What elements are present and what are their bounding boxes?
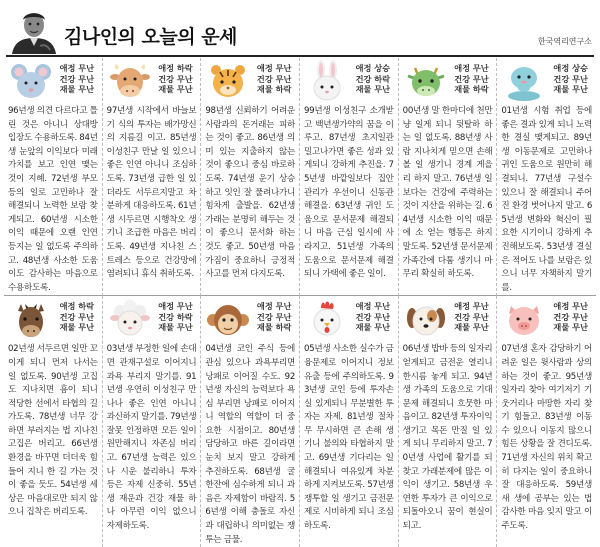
rooster-icon — [304, 298, 350, 340]
horse-icon — [8, 298, 54, 340]
zodiac-cell-tiger — [201, 58, 300, 296]
fortune-love: 애정 무난 — [355, 301, 391, 312]
fortune-money: 재물 무난 — [355, 84, 391, 94]
fortune-love: 애정 하락 — [59, 301, 95, 312]
fortune-health: 건강 하락 — [158, 311, 193, 322]
fortune-money: 재물 무난 — [553, 84, 588, 94]
fortune-text: 06년생 밥바 등의 일자리 얻게되고 금전운 열리니 한시름 놓게 되고. 94년생 가족의 도움으로 기대문제 해결되니 흐뭇한 마음이고. 82년생 투자이익 생기고 목돈 만질 일 있게 되니 무리하지 말고. 70년생 사업에 활기를 되찾고 가래분제에 많은 이익이 생기고. 58년생 우연한 투자가 큰 이익으로 되돌아오니 꿈이 현실이 되고. — [402, 344, 493, 532]
pig-icon — [501, 298, 547, 340]
zodiac-cell-dog — [399, 296, 498, 547]
zodiac-cell-dragon — [399, 58, 498, 296]
zodiac-cell-rat — [4, 58, 103, 296]
fortune-text: 00년생 말 한마디에 천만냥 일게 되니 뒷탈하 하는 일 없도록. 88년생 사람 지나치게 믿으면 손해 볼 일 생기니 경계 게을리 하지 말고. 76년생 일보다는 건강에 주력하는 것이 지산을 위하는 길. 64년생 시소한 이익 때문에 소 얻는 행동은 하지 말도록. 52년생 문서문제 가족간에 다툼 생기니 마무리 확실히 하도록. — [402, 106, 493, 280]
fortune-health: 건강 무난 — [59, 73, 95, 84]
zodiac-cell-rabbit — [300, 58, 399, 296]
fortune-health: 건강 무난 — [553, 73, 588, 84]
ox-icon — [107, 60, 153, 102]
fortune-health: 건강 무난 — [256, 311, 292, 322]
dog-icon — [403, 298, 449, 340]
header-rule — [6, 55, 594, 57]
fortune-love: 애정 무난 — [553, 301, 588, 312]
fortune-money: 재물 무난 — [553, 322, 588, 333]
fortune-health: 건강 무난 — [256, 73, 292, 84]
zodiac-cell-snake — [497, 58, 596, 296]
fortune-health: 건강 무난 — [355, 311, 391, 322]
zodiac-cell-pig — [497, 296, 596, 547]
fortune-money: 재물 무난 — [355, 322, 391, 333]
fortune-health: 건강 무난 — [59, 311, 95, 322]
fortune-love: 애정 무난 — [256, 301, 292, 312]
fortune-love: 애정 상승 — [553, 63, 588, 73]
fortune-text: 97년생 시작에서 바늘보기 식의 투자는 배가망신의 지름길 이고. 85년생 이성친구 만날 일 있으니 좋은 인연 아니니 조심하도록. 73년생 급한 일 있더라도 서두르지말고 차분하게 대응하도록. 61년생 시두르면 시행착오 생기니 조급한 마음은 버리도록. 49년생 지나친 스트레스 등으로 건강망에 염려되니 휴식 취하도록. — [106, 106, 197, 280]
fortune-text: 03년생 부정한 일에 손대면 관재구설로 이어지니 과욕 부리지 말기를. 91년생 우연히 이성친구 만나나 좋은 인연 아니니 과신하지 말기를. 79년생 잘못 인정하면 모든 일이 원만해지니 자존심 버리고. 67년생 능력은 있으나 시운 불리하니 투자 등은 자제 신중히. 55년생 재운과 건강 재물 하나 아무런 이익 없으니 자제하도록. — [106, 344, 197, 532]
fortune-text: 99년생 이성친구 소개받고 백년생가약의 꿈을 이루고. 87년생 초지일관 밀고나가면 좋은 성과 있게되니 강하게 추진을. 75년생 바깥일보다 집안 관리가 우선이니 신동관 해결을. 63년생 귀인 도움으로 문서문제 해결되니 마음 근심 일시에 사라지고. 51년생 가족의 도움으로 문서문제 해결되니 가택에 좋은 일이. — [303, 106, 394, 280]
rabbit-icon — [304, 60, 350, 102]
fortune-money: 재물 무난 — [158, 84, 193, 94]
zodiac-cell-ox — [103, 58, 202, 296]
fortune-text: 01년생 시험 취업 등에 좋은 결과 있게 되니 노력한 결실 맺게되고. 89년생 이동문제로 고민하나 귀인 도움으로 원만히 해결되니. 77년생 구설수 있으니 잘 해결되니 주어진 환경 벗어나지 말고. 65년생 변화와 혁신이 필요한 시기이니 강하게 추진해보도록. 53년생 결실은 적어도 나를 보람은 있으니 너무 자책하지 말기를. — [501, 106, 592, 293]
fortune-text: 98년생 신뢰하기 어려운 사람과의 돈거래는 피하는 것이 좋고. 86년생 의미 있는 지출하지 않는 것이 좋으니 중심 바로하도록. 74년생 운기 상승하고 잇인 잘 풀려나가니 힘차게 출발을. 62년생 가래는 분명히 해두는 것이 좋으니 문서화 하는 것도 좋고. 50년생 마음가짐이 중요하니 긍정적 사고를 먼저 다지도록. — [205, 106, 295, 280]
fortune-money: 재물 무난 — [454, 322, 489, 333]
fortune-health: 건강 무난 — [158, 73, 193, 84]
fortune-health: 건강 하락 — [355, 73, 391, 84]
fortune-money: 재물 하락 — [454, 84, 489, 94]
fortune-money: 재물 무난 — [59, 322, 95, 333]
fortune-love: 애정 상승 — [355, 63, 391, 73]
fortune-text: 04년생 코인 주식 등에 관심 있으나 과욕부리면 낭패로 이어질 수도. 92년생 자신의 능력보다 욕심 부리면 낭패로 이어지니 역할의 역할이 더 중요한 시점이고. 80년생 담당하고 바른 길이라면 눈치 보지 말고 강하게 추진하도록. 68년생 굴 한잔에 심수하게 되니 과음은 자제함이 바람직. 56년생 이해 충돌로 자신과 대립하니 의미없는 쟁투는 금물. — [205, 344, 295, 545]
rat-icon — [8, 60, 54, 102]
fortune-health: 건강 무난 — [553, 311, 588, 322]
page-title: 김나인의 오늘의 운세 — [64, 26, 237, 48]
sheep-icon — [107, 298, 153, 340]
zodiac-cell-sheep — [103, 296, 202, 547]
fortune-money: 재물 무난 — [158, 322, 193, 333]
zodiac-cell-rooster — [300, 296, 399, 547]
snake-icon — [501, 60, 547, 102]
header — [0, 0, 600, 58]
dragon-icon — [403, 60, 449, 102]
zodiac-cell-monkey — [201, 296, 300, 547]
source-label: 한국역리연구소 — [537, 37, 592, 46]
fortune-health: 건강 무난 — [454, 311, 489, 322]
fortune-health: 건강 무난 — [454, 73, 489, 84]
fortune-love: 애정 하락 — [158, 63, 193, 73]
fortune-love: 애정 무난 — [454, 63, 489, 73]
fortune-text: 05년생 사소한 실수가 금융문제로 이어지니 정보 유출 등에 주의하도록. 93년생 코인 등에 투자손실 있게되니 무분별한 투자는 자제. 81년생 절차무 무시하면 큰 손해 생기니 불의와 타협하지 말고. 69년생 기다리는 일 해결되니 여유있게 차분하게 지켜보도록. 57년생 쟁투할 일 생기고 금전문제로 시비하게 되니 조심하도록. — [303, 344, 394, 532]
author-portrait — [8, 6, 60, 54]
fortune-money: 재물 무난 — [59, 84, 95, 94]
fortune-money: 재물 하락 — [256, 322, 292, 333]
tiger-icon — [205, 60, 251, 102]
fortune-love: 애정 무난 — [454, 301, 489, 312]
fortune-text: 02년생 서두르면 일만 꼬이게 되니 먼저 나서는 일 없도록. 90년생 고집도 지나치면 흠이 되니 적당한 선에서 타협의 길 가도록. 78년생 너무 강하면 부러지는 법 지나친 고집은 버리고. 66년생 환경을 바꾸면 더더욱 힘들어 지니 한 길 가는 것이 좋을 듯도. 54년생 세상은 마음대로만 되지 않으니 집착은 버리도록. — [8, 344, 98, 518]
fortune-text: 07년생 혼자 감당하기 어려운 일은 윗사람과 상의하는 것이 좋고. 95년생 일자리 찾아 여기저기 기웃거리나 마땅한 자리 찾기 힘들고. 83년생 이동수 있으니 이동지 많으니 힘든 상황을 잘 견디도록. 71년생 자신의 위치 확고히 다지는 일이 중요하니 잘 대응하도록. 59년생 새 생에 공부는 있는 법 감사한 마음 잊지 말고 이 주도록. — [501, 344, 592, 532]
zodiac-cell-horse — [4, 296, 103, 547]
fortune-love: 애정 무난 — [158, 301, 193, 312]
horoscope-grid — [4, 58, 596, 545]
fortune-text: 96년생 의견 다르다고 틀린 것은 아니니 상대방 입장도 수용하도록. 84년생 눈앞의 이익보다 미래 가치를 보고 인연 맺는 것이 지혜. 72년생 부모 등의 일로 고민하나 잘 해결되니 노력한 보람 찾게되고. 60년생 시소한 이익 때문에 오랜 인연 등지는 일 없도록 주의하고. 48년생 사소한 도움이도 감사하는 마음으로 수용하도록. — [8, 106, 98, 293]
fortune-love: 애정 무난 — [59, 63, 95, 73]
fortune-love: 애정 무난 — [256, 63, 292, 73]
fortune-money: 재물 하락 — [256, 84, 292, 94]
monkey-icon — [205, 298, 251, 340]
